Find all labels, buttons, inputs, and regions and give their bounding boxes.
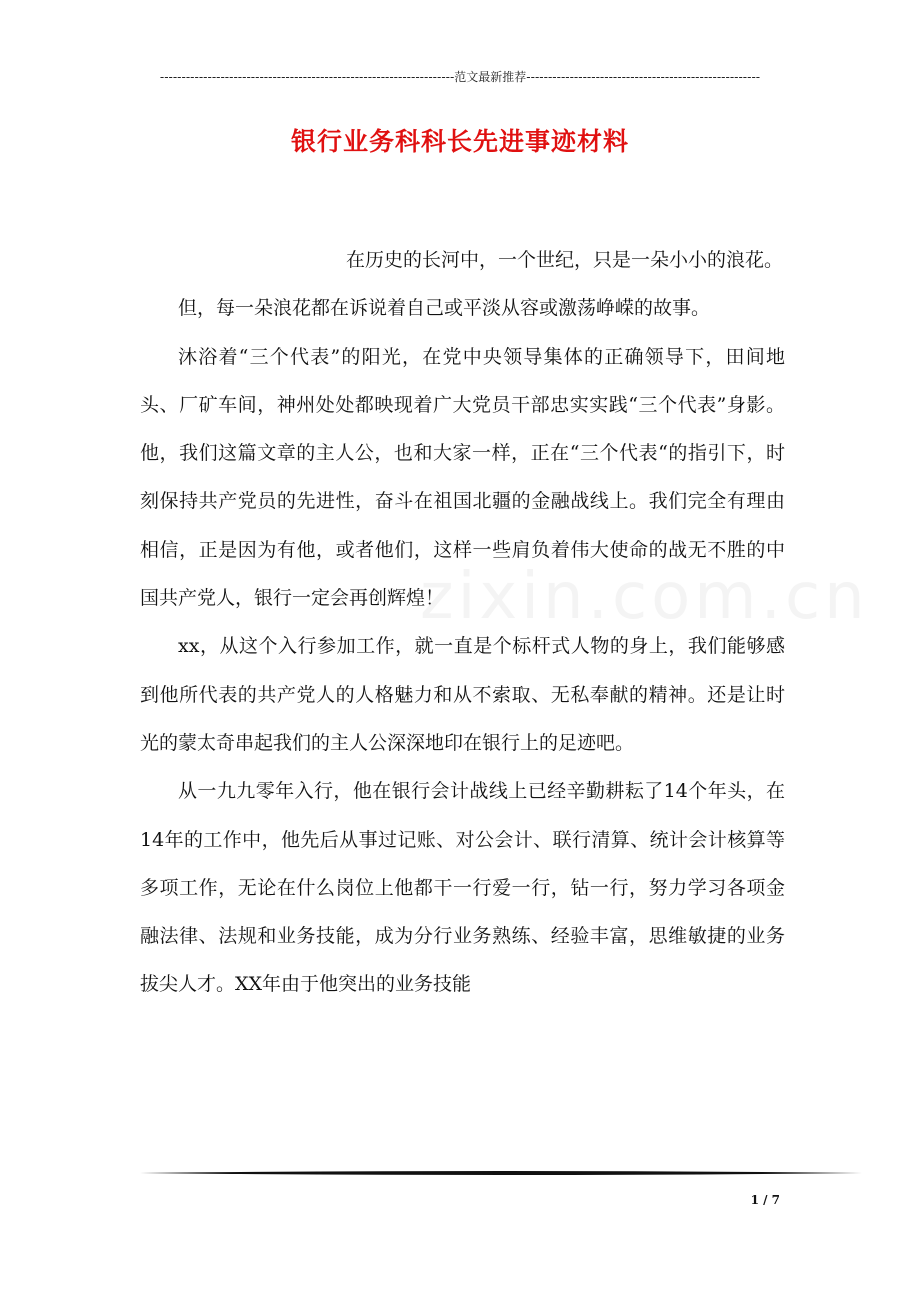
- document-body: [140, 236, 785, 1009]
- paragraph: 在历史的长河中，一个世纪，只是一朵小小的浪花。: [346, 249, 784, 271]
- watermark: zixin.com.cn: [420, 560, 869, 634]
- footer-divider: [140, 1170, 862, 1176]
- paragraph: 但，每一朵浪花都在诉说着自己或平淡从容或激荡峥嵘的故事。: [178, 297, 711, 320]
- page-number: 1 / 7: [750, 1193, 780, 1207]
- paragraph: xx，从这个入行参加工作，就一直是个标杆式人物的身上，我们能够感到他所代表的共产党人的人格魅力和从不索取、无私奉献的精神。还是让时光的蒙太奇串起我们的主人公深深地印在银行上的足迹吧。: [140, 635, 785, 754]
- paragraph: 从一九九零年入行，他在银行会计战线上已经辛勤耕耘了14个年头，在14年的工作中，他先后从事过记账、对公会计、联行清算、统计会计核算等多项工作，无论在什么岗位上他都干一行爱一行，钻一行，努力学习各项金融法律、法规和业务技能，成为分行业务熟练、经验丰富，思维敏捷的业务拔尖人才。XX年由于他突出的业务技能: [140, 780, 785, 996]
- paragraph: 沐浴着“三个代表”的阳光，在党中央领导集体的正确领导下，田间地头、厂矿车间，神州处处都映现着广大党员干部忠实实践“三个代表”身影。他，我们这篇文章的主人公，也和大家一样，正在“三个代表“的指引下，时刻保持共产党员的先进性，奋斗在祖国北疆的金融战线上。我们完全有理由相信，正是因为有他，或者他们，这样一些肩负着伟大使命的战无不胜的中国共产党人，银行一定会再创辉煌！: [140, 345, 785, 610]
- document-title: 银行业务科科长先进事迹材料: [290, 127, 629, 156]
- header-rule: --------------------------------------------------------------------范文最新推荐------------------------------------------------------: [159, 70, 761, 84]
